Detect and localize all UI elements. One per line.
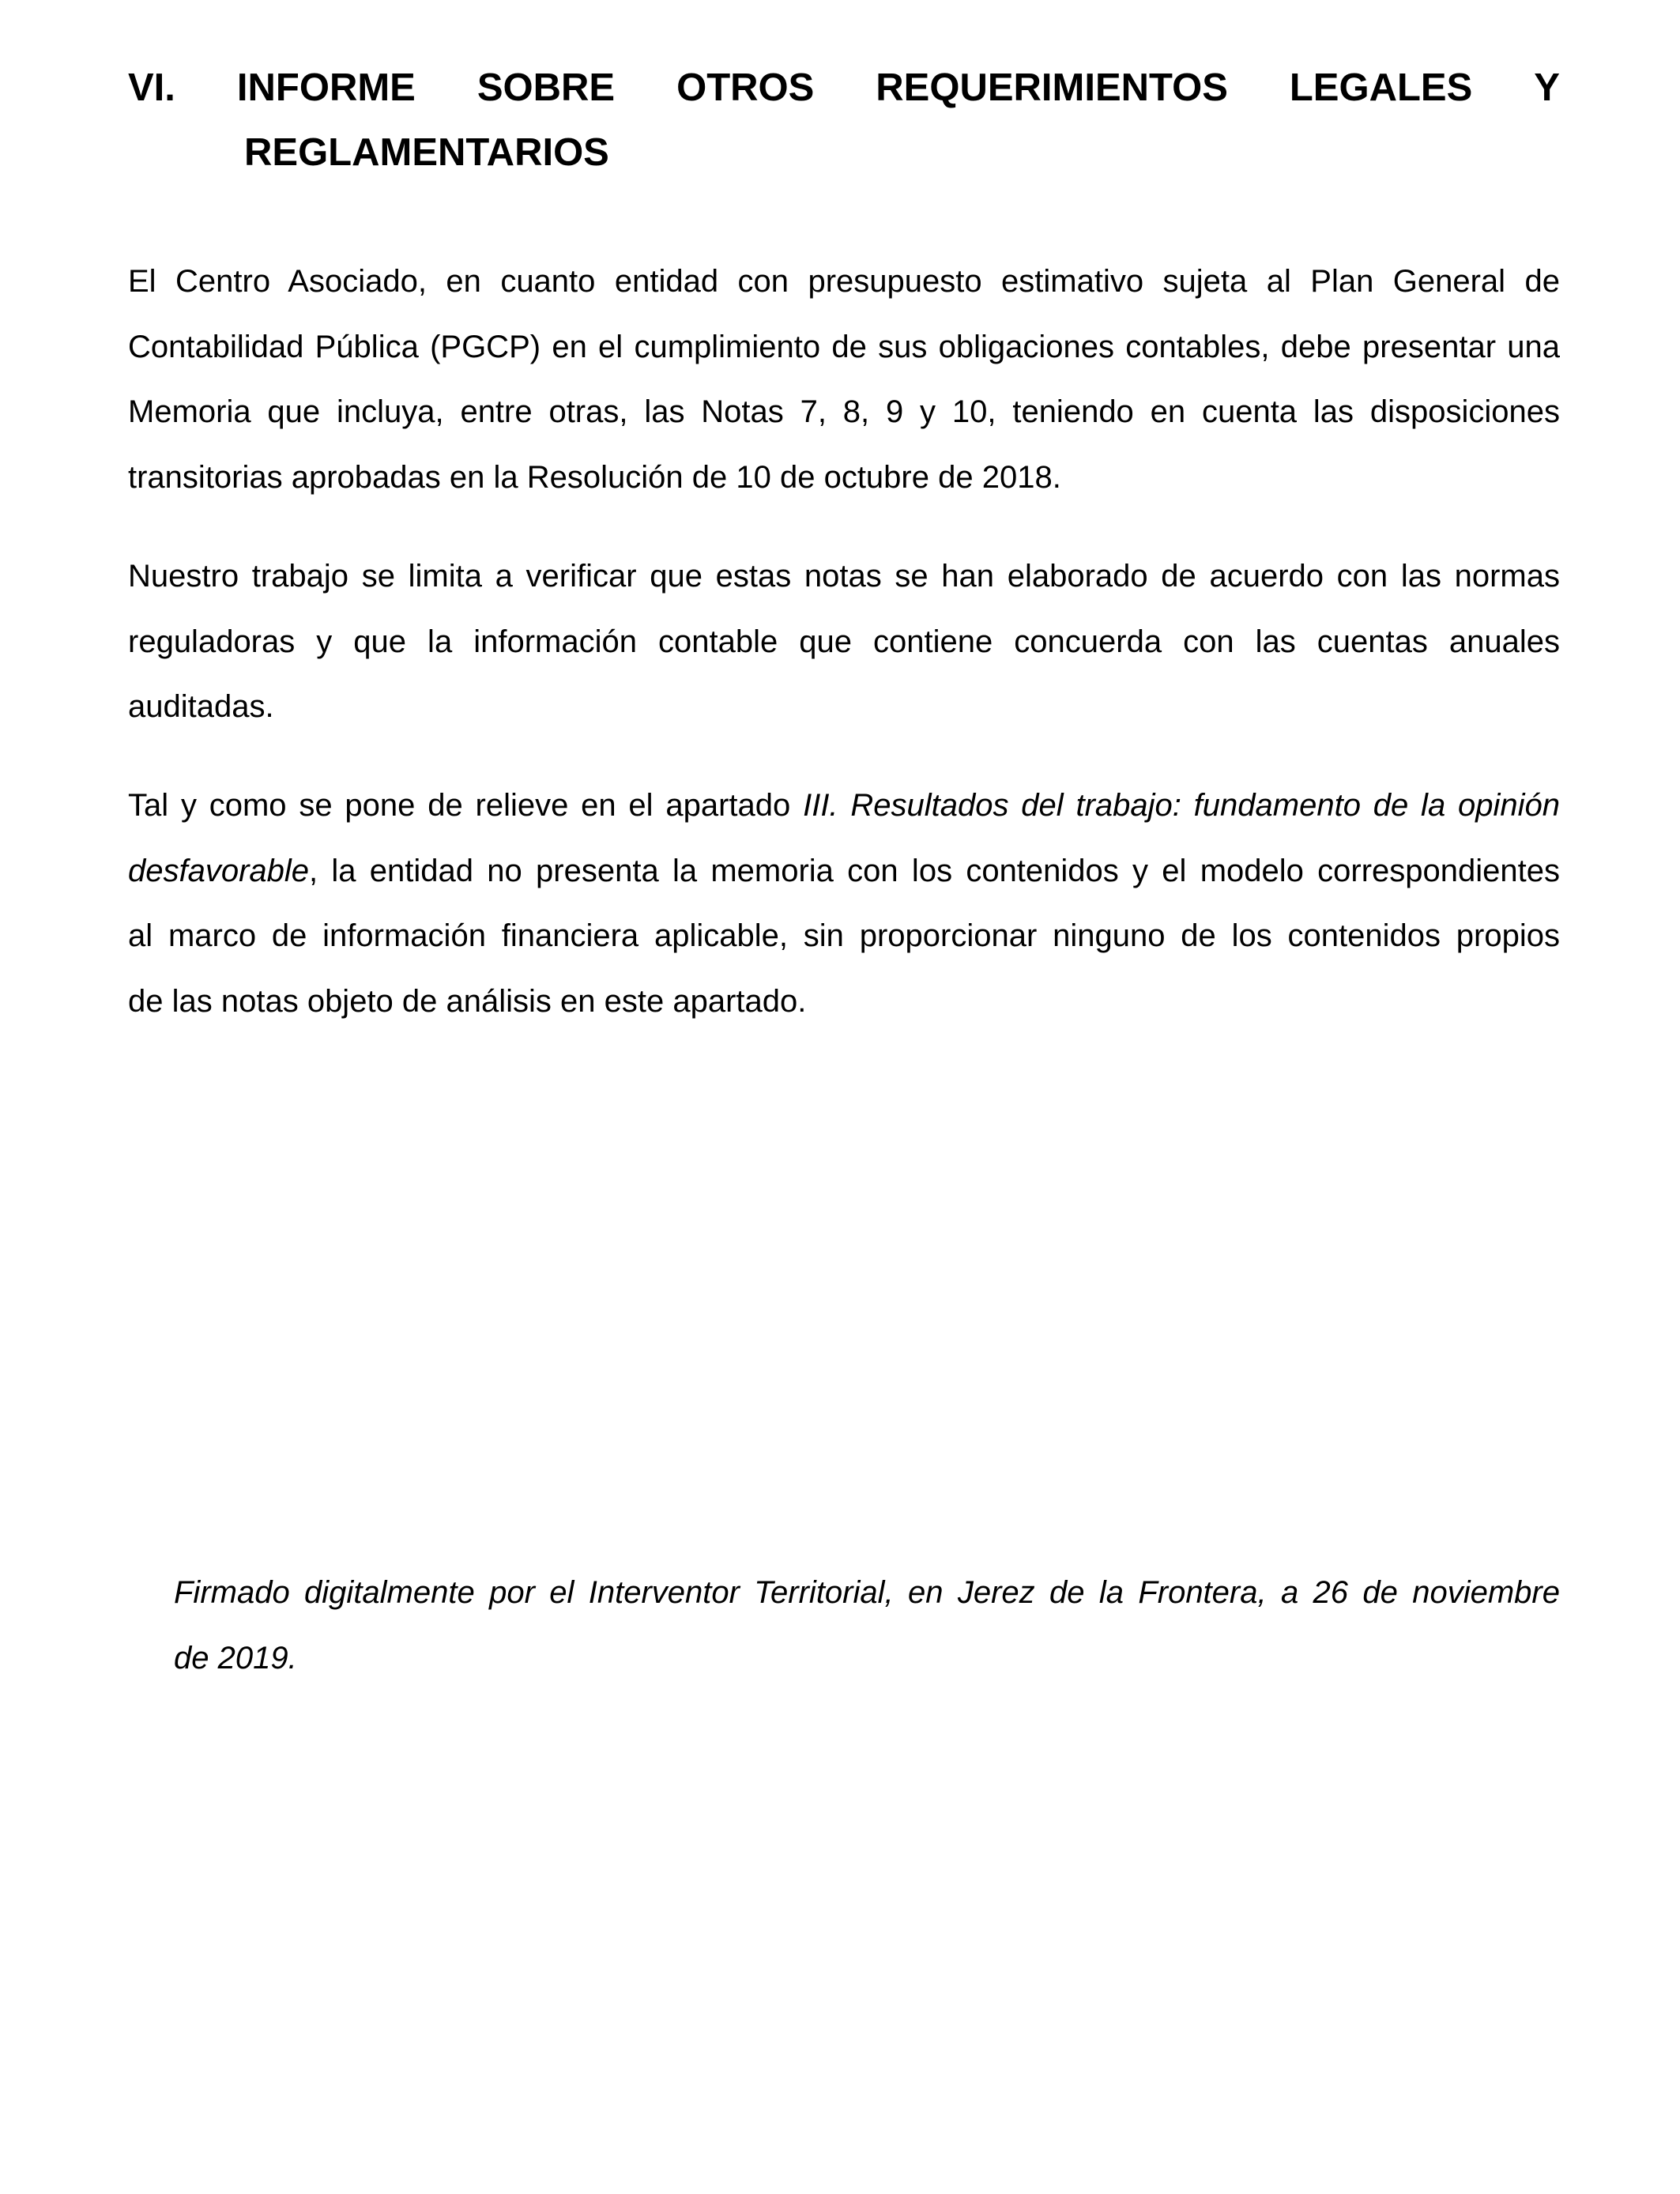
signature-block [174,1560,1560,1691]
heading-word: SOBRE [477,66,616,109]
paragraph-line: al marco de información financiera aplicable, sin proporcionar ninguno de los contenidos propios [128,918,1560,953]
heading-line-2: REGLAMENTARIOS [244,131,609,174]
paragraph-line: Memoria que incluya, entre otras, las Notas 7, 8, 9 y 10, teniendo en cuenta las disposiciones [128,394,1560,429]
paragraph-line: transitorias aprobadas en la Resolución de 10 de octubre de 2018. [128,459,1061,495]
paragraph-centro-asociado [128,249,1560,510]
paragraph-nuestro-trabajo [128,544,1560,740]
text-run: Tal y como se pone de relieve en el apartado [128,788,804,823]
signature-line: Firmado digitalmente por el Interventor Territorial, en Jerez de la Frontera, a 26 de noviembre [174,1575,1560,1610]
signature-line: de 2019. [174,1640,297,1676]
paragraph-line: de las notas objeto de análisis en este apartado. [128,983,807,1019]
paragraph-line: Nuestro trabajo se limita a verificar que estas notas se han elaborado de acuerdo con las normas [128,559,1560,594]
heading-line-1 [128,55,1560,120]
italic-reference: desfavorable [128,853,310,888]
heading-word: OTROS [676,66,815,109]
heading-word: INFORME [236,66,416,109]
paragraph-line: El Centro Asociado, en cuanto entidad con presupuesto estimativo sujeta al Plan General de [128,264,1560,299]
paragraph-line: Contabilidad Pública (PGCP) en el cumplimiento de sus obligaciones contables, debe presentar una [128,329,1560,364]
heading-word: Y [1534,66,1560,109]
heading-word: LEGALES [1289,66,1473,109]
paragraph-resultados [128,773,1560,1034]
paragraph-line [128,839,1560,904]
paragraph-line: auditadas. [128,689,274,724]
paragraph-line [128,773,1560,839]
heading-word: VI. [128,66,175,109]
text-run: , la entidad no presenta la memoria con los contenidos y el modelo correspondientes [309,853,1560,888]
heading-word: REQUERIMIENTOS [876,66,1228,109]
paragraph-line: reguladoras y que la información contable que contiene concuerda con las cuentas anuales [128,624,1560,659]
italic-reference: III. Resultados del trabajo: fundamento de la opinión [803,788,1560,823]
section-heading [128,55,1560,185]
